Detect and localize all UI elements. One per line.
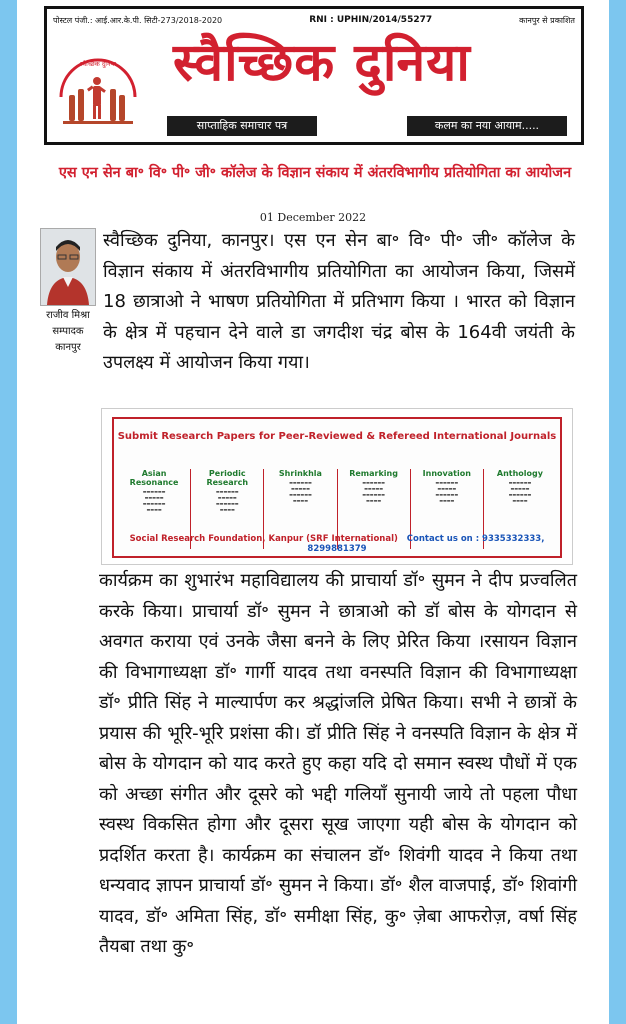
author-city: कानपुर <box>55 342 81 353</box>
author-name: राजीव मिश्रा <box>46 310 90 321</box>
newspaper-logo-icon <box>55 49 141 129</box>
author-photo <box>40 228 96 306</box>
ad-journal: Innovation ▬▬▬▬▬▬ ▬▬▬▬▬ ▬▬▬▬▬▬ ▬▬▬▬ <box>410 469 483 549</box>
ad-journal-name: Remarking <box>349 469 398 478</box>
article-paragraph-1: स्वैच्छिक दुनिया, कानपुर। एस एन सेन बा॰ वि॰ पी॰ जी॰ कॉलेज के विज्ञान संकाय में अंतरविभागीय प्रतियोगिता का आयोजन किया, जिसमें 18 छात्राओ ने भाषण प्रतियोगिता में प्रतिभाग किया । भारत को विज्ञान के क्षेत्र में पहचान देने वाले डा जगदीश चंद्र बोस के 164वी जयंती के उपलक्ष्य में आयोजन किया गया। <box>103 230 575 373</box>
ad-journal: Anthology ▬▬▬▬▬▬ ▬▬▬▬▬ ▬▬▬▬▬▬ ▬▬▬▬ <box>483 469 556 549</box>
masthead-topline <box>53 12 575 28</box>
newspaper-subtitle: साप्ताहिक समाचार पत्र <box>167 116 317 136</box>
newspaper-slogan: कलम का नया आयाम..... <box>407 116 567 136</box>
ad-frame <box>112 417 562 558</box>
ad-heading: Submit Research Papers for Peer-Reviewed & Refereed International Journals <box>117 431 557 442</box>
author-block <box>38 228 98 356</box>
published-from: कानपुर से प्रकाशित <box>519 15 575 25</box>
ad-journal-name: Shrinkhla <box>278 469 322 478</box>
masthead <box>44 6 584 145</box>
postal-registration: पोस्टल पंजी.: आई.आर.के.पी. सिटी-273/2018-2020 <box>53 15 223 25</box>
ad-footer-contact: Contact us on : 9335332333, 8299881379 <box>307 534 545 554</box>
ad-journal: Periodic Research ▬▬▬▬▬▬ ▬▬▬▬▬ ▬▬▬▬▬▬ ▬▬▬▬ <box>190 469 263 549</box>
ad-journal-name: Innovation <box>422 469 471 478</box>
ad-journal: Asian Resonance ▬▬▬▬▬▬ ▬▬▬▬▬ ▬▬▬▬▬▬ ▬▬▬▬ <box>118 469 190 549</box>
ad-journal: Shrinkhla ▬▬▬▬▬▬ ▬▬▬▬▬ ▬▬▬▬▬▬ ▬▬▬▬ <box>263 469 336 549</box>
ad-journal-name: Anthology <box>496 469 543 478</box>
newspaper-title: स्वैच्छिक दुनिया <box>173 33 471 93</box>
article-headline: एस एन सेन बा॰ वि॰ पी॰ जी॰ कॉलेज के विज्ञान संकाय में अंतरविभागीय प्रतियोगिता का आयोजन <box>58 165 572 181</box>
ad-footer <box>114 534 560 554</box>
newspaper-page <box>17 0 609 1024</box>
logo-lettering: स्वैच्छिक दुनिया <box>79 60 117 68</box>
advertisement-banner[interactable] <box>101 408 573 565</box>
article-date: 01 December 2022 <box>259 211 367 224</box>
rni-number: RNI : UPHIN/2014/55277 <box>309 15 433 25</box>
ad-footer-org: Social Research Foundation, Kanpur (SRF International) <box>129 534 398 544</box>
ad-journal-name: Asian Resonance <box>129 469 179 487</box>
ad-journal: Remarking ▬▬▬▬▬▬ ▬▬▬▬▬ ▬▬▬▬▬▬ ▬▬▬▬ <box>337 469 410 549</box>
author-role: सम्पादक <box>52 326 84 337</box>
ad-journal-name: Periodic Research <box>206 469 249 487</box>
article-paragraph-2: कार्यक्रम का शुभारंभ महाविद्यालय की प्राचार्या डॉ॰ सुमन ने दीप प्रज्वलित करके किया। प्राचार्या डॉ॰ सुमन ने छात्राओ को डॉ बोस के योगदान से अवगत कराया एवं उनके जैसा बनने के लिए प्रेरित किया ।रसायन विज्ञान की विभागाध्यक्षा डॉ॰ गार्गी यादव तथा वनस्पति विज्ञान की विभागाध्यक्षा डॉ॰ प्रीति सिंह ने माल्यार्पण कर श्रद्धांजलि प्रेषित किया। सभी ने छात्रों के प्रयास की भूरि-भूरि प्रशंसा की। डॉ प्रीति सिंह ने वनस्पति विज्ञान के क्षेत्र में बोस के योगदान को याद करते हुए कहा यदि दो समान स्वस्थ पौधों में एक को अच्छा संगीत और दूसरे को भद्दी गलियाँ सुनायी जाये तो पहला पौधा स्वस्थ विकसित होगा और दूसरा सूख जाएगा यही बोस के योगदान को प्रदर्शित करता है। कार्यक्रम का संचालन डॉ॰ शिवंगी यादव ने किया तथा धन्यवाद ज्ञापन प्राचार्या डॉ॰ सुमन ने किया। डॉ॰ शैल वाजपाई, डॉ॰ शिवांगी यादव, डॉ॰ अमिता सिंह, डॉ॰ समीक्षा सिंह, कु॰ ज़ेबा आफरोज़, वर्षा सिंह तैयबा तथा कु॰ <box>99 570 577 957</box>
